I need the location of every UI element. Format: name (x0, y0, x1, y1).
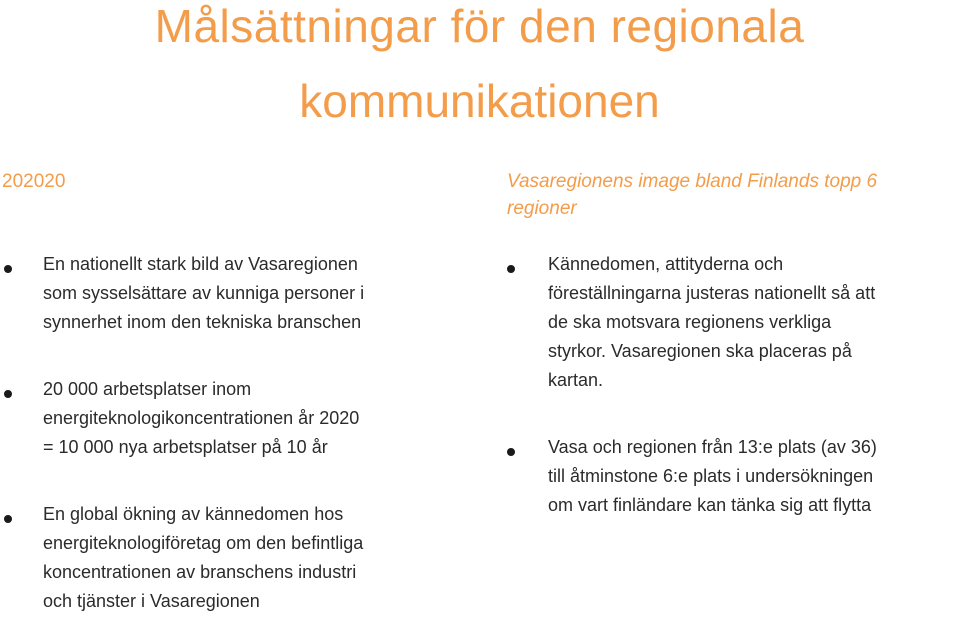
list-item (503, 433, 959, 520)
bullet-text: 20 000 arbetsplatser inom energiteknologikoncentrationen år 2020 = 10 000 nya arbetsplatser på 10 år (43, 379, 360, 457)
list-item (0, 250, 480, 337)
left-bullet-list (0, 250, 480, 616)
right-bullet-list (503, 250, 959, 520)
list-item (0, 500, 480, 616)
slide-title-line-1: Målsättningar för den regionala (154, 0, 805, 52)
bullet-dot-icon (4, 265, 12, 273)
bullet-text: Kännedomen, attityderna och föreställningarna justeras nationellt så att de ska motsvara regionens verkliga styrkor. Vasaregionen ska placeras på kartan. (548, 254, 876, 390)
bullet-text: En nationellt stark bild av Vasaregionen som sysselsättare av kunniga personer i synnerhet inom den tekniska branschen (43, 254, 365, 332)
bullet-dot-icon (507, 265, 515, 273)
list-item (0, 375, 480, 462)
bullet-text: Vasa och regionen från 13:e plats (av 36) till åtminstone 6:e plats i undersökningen om vart finländare kan tänka sig att flytta (548, 437, 877, 515)
bullet-dot-icon (4, 390, 12, 398)
bullet-text: En global ökning av kännedomen hos energiteknologiföretag om den befintliga koncentrationen av branschens industri och tjänster i Vasaregionen (43, 504, 364, 611)
bullet-dot-icon (507, 448, 515, 456)
bullet-dot-icon (4, 515, 12, 523)
slide-title-line-2: kommunikationen (299, 75, 660, 127)
list-item (503, 250, 959, 395)
left-column-heading: 202020 (2, 171, 66, 192)
right-column-heading: Vasaregionens image bland Finlands topp 6 regioner (507, 171, 878, 219)
